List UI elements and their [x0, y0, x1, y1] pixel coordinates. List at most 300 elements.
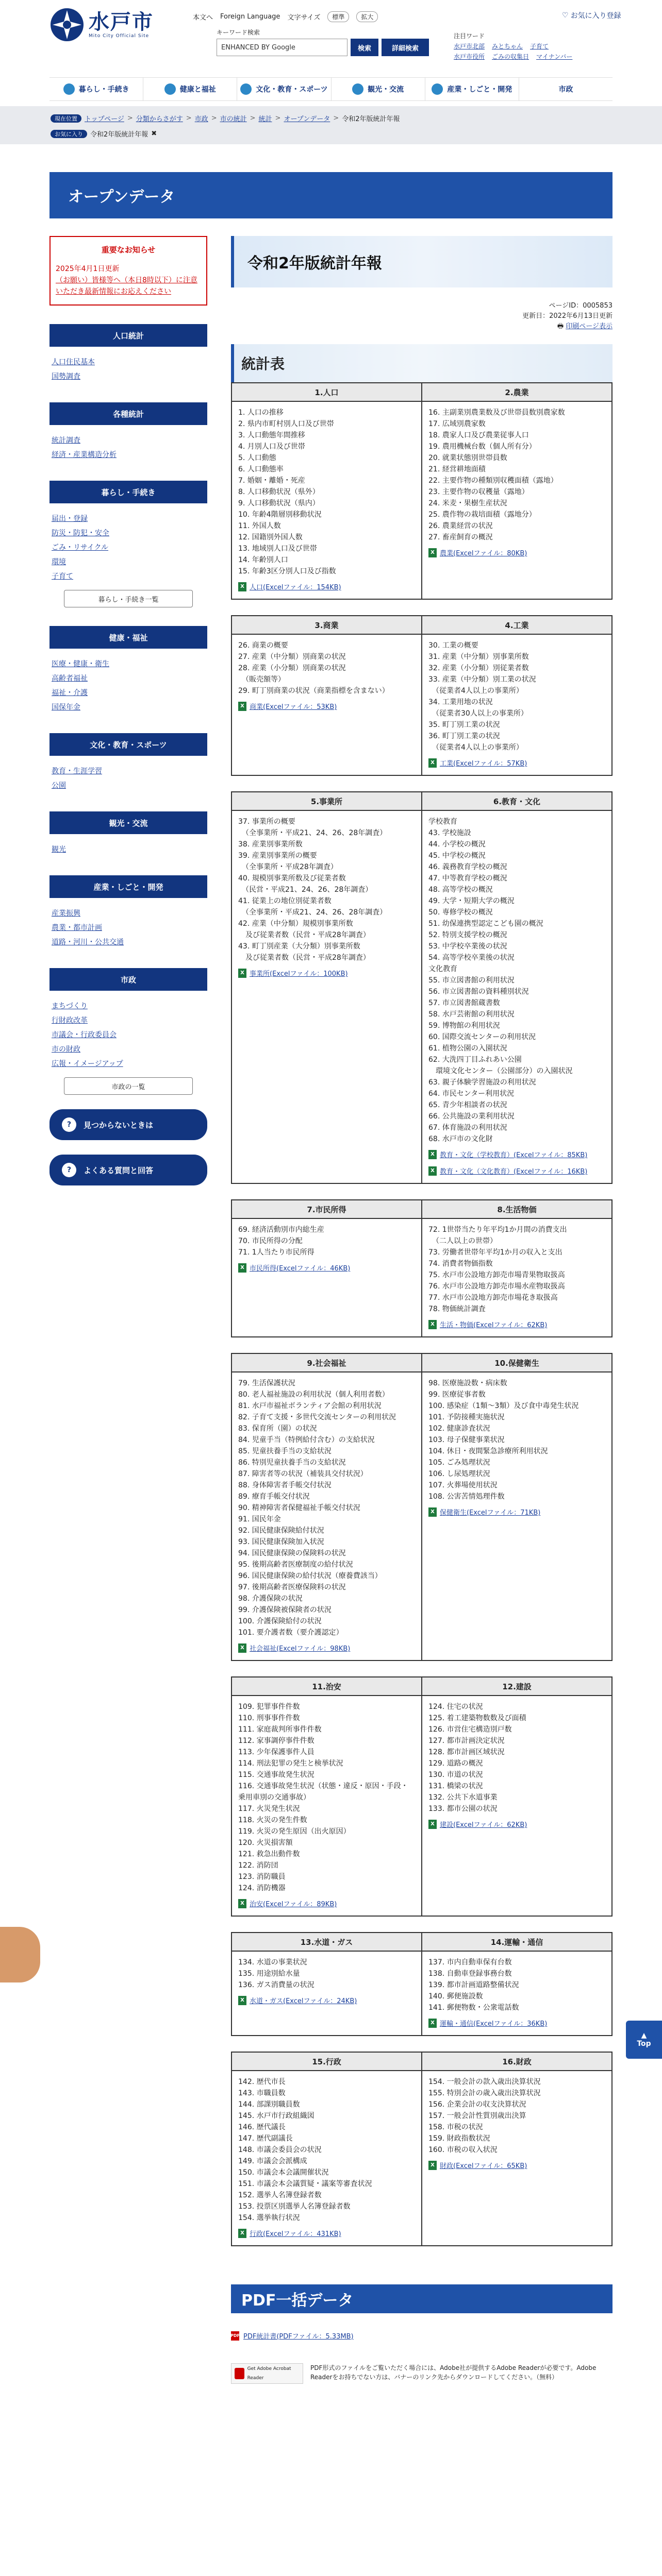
sidebar-link[interactable]: ごみ・リサイクル — [52, 544, 109, 552]
excel-download[interactable] — [428, 1320, 605, 1331]
excel-icon: X — [428, 1820, 437, 1829]
excel-link[interactable]: 工業(Excelファイル：57KB) — [440, 760, 527, 768]
stat-item: 79. 生活保護状況 — [238, 1379, 295, 1387]
stat-category-header: 4.工業 — [422, 616, 612, 634]
stat-item: 122. 消防団 — [238, 1861, 278, 1870]
excel-download[interactable] — [238, 1263, 415, 1275]
stat-item: 19. 農用機械台数（個人所有分） — [428, 443, 536, 451]
site-logo[interactable] — [49, 7, 154, 42]
quick-link[interactable]: マイナンバー — [536, 53, 573, 60]
stat-item-list — [428, 816, 605, 1145]
stat-item: 30. 工業の概要 — [428, 641, 478, 650]
stat-item: 43. 町丁別産業（大分類）別事業所数 — [238, 942, 360, 951]
stat-item: 120. 火災損害額 — [238, 1839, 293, 1847]
stat-item: 46. 義務教育学校の概況 — [428, 863, 507, 871]
stat-item: 100. 感染症（1類～3類）及び食中毒発生状況 — [428, 1402, 579, 1410]
stat-item: 158. 市税の状況 — [428, 2123, 483, 2131]
sidebar-link[interactable]: まちづくり — [52, 1002, 88, 1010]
stat-item: 32. 産業（小分類）別従業者数 — [428, 664, 529, 672]
stat-item: 139. 都市計画道路整備状況 — [428, 1981, 519, 1989]
stat-item: 62. 大洗四丁目ふれあい公園 — [428, 1056, 522, 1064]
stat-item: 93. 国民健康保険加入状況 — [238, 1538, 324, 1546]
top-label: Top — [637, 2040, 651, 2048]
excel-download[interactable] — [428, 1507, 605, 1519]
sidebar-link[interactable]: 人口住民基本 — [52, 358, 95, 366]
sidebar-link[interactable]: 市議会・行政委員会 — [52, 1031, 117, 1039]
stat-item: 159. 財政指数状況 — [428, 2134, 490, 2143]
excel-download[interactable] — [428, 1166, 605, 1178]
stat-item-list — [238, 407, 415, 577]
mascot-character[interactable] — [0, 1927, 40, 1982]
section-title: 統計表 — [231, 344, 613, 382]
quick-link[interactable]: 水戸市役所 — [454, 53, 485, 60]
stat-item: 34. 工業用地の状況 — [428, 698, 493, 706]
stat-item: 154. 選挙執行状況 — [238, 2214, 300, 2222]
stat-item: 132. 公共下水道事業 — [428, 1793, 498, 1802]
stat-item: 69. 経済活動別市内総生産 — [238, 1226, 324, 1234]
stat-item: 68. 水戸市の文化財 — [428, 1135, 493, 1143]
sidebar-more-button[interactable]: 市政の一覧 — [64, 1077, 193, 1095]
sidebar-link[interactable]: 行財政改革 — [52, 1016, 88, 1025]
search-input[interactable]: ENHANCED BY Google — [217, 39, 347, 56]
sidebar-item — [52, 700, 205, 715]
stat-item: 107. 火葬場使用状況 — [428, 1481, 498, 1489]
excel-link[interactable]: 教育・文化（文化教育）(Excelファイル：16KB) — [440, 1168, 588, 1176]
gnav-label: 暮らし・手続き — [78, 86, 129, 94]
stat-item: 60. 国際交流センターの利用状況 — [428, 1033, 536, 1041]
stat-item: （従業者4人以上の事業所） — [428, 687, 523, 695]
sidebar-item — [52, 569, 205, 584]
global-nav — [49, 77, 613, 101]
excel-link[interactable]: 人口(Excelファイル：154KB) — [250, 584, 341, 591]
stat-cell — [422, 401, 612, 599]
excel-icon: X — [428, 1166, 437, 1176]
city-sub: Mito City Official Site — [89, 33, 150, 39]
sidebar-link[interactable]: 道路・河川・公共交通 — [52, 938, 124, 946]
sidebar-more-button[interactable]: 暮らし・手続き一覧 — [64, 590, 193, 607]
font-size-standard[interactable]: 標準 — [327, 11, 349, 22]
breadcrumb-link[interactable]: トップページ — [85, 115, 124, 123]
sidebar-link[interactable]: 産業振興 — [52, 909, 80, 918]
breadcrumb-link[interactable]: オープンデータ — [284, 115, 330, 123]
question-icon: ? — [62, 1117, 76, 1132]
excel-download[interactable] — [428, 2019, 605, 2030]
stat-item: 26. 商業の概要 — [238, 641, 288, 650]
stat-item: 142. 歴代市長 — [238, 2078, 286, 2086]
stat-item: 及び従業者数（民営・平成28年調査） — [238, 931, 370, 939]
stat-item: 71. 1人当たり市民所得 — [238, 1248, 315, 1257]
sidebar — [49, 236, 207, 1185]
excel-link[interactable]: 水道・ガス(Excelファイル：24KB) — [250, 1997, 357, 2005]
site-header — [0, 0, 662, 94]
gnav-item-living[interactable] — [49, 78, 143, 100]
stat-item: 58. 水戸芸術館の利用状況 — [428, 1010, 515, 1019]
sidebar-link[interactable]: 医療・健康・衛生 — [52, 660, 109, 668]
stat-item: 103. 母子保健事業状況 — [428, 1436, 505, 1444]
stat-item: 49. 大学・短期大学の概況 — [428, 897, 515, 905]
gnav-item-industry[interactable] — [425, 78, 519, 100]
excel-link[interactable]: 行政(Excelファイル：431KB) — [250, 2230, 341, 2238]
stat-cell — [231, 1372, 422, 1660]
stat-table — [231, 1932, 613, 2036]
sidebar-item — [52, 540, 205, 555]
stat-item: 99. 介護保険被保険者の状況 — [238, 1606, 332, 1614]
stat-item-list — [238, 1224, 415, 1258]
stat-item-list — [428, 2076, 605, 2156]
sidebar-list — [49, 898, 207, 950]
stat-item: 学校教育 — [428, 818, 457, 826]
stat-item-list — [428, 1378, 605, 1502]
stat-category-header: 10.保健衛生 — [422, 1353, 612, 1372]
stat-item-list — [238, 1701, 415, 1894]
excel-download[interactable] — [238, 702, 415, 713]
stat-item-list — [428, 407, 605, 543]
building-icon — [432, 83, 443, 95]
gnav-item-city[interactable] — [519, 78, 613, 100]
sidebar-list — [49, 649, 207, 715]
stat-item: 環境文化センター（公園部分）の入園状況 — [428, 1067, 573, 1075]
sidebar-item — [52, 555, 205, 569]
stat-item: 115. 交通事故発生状況 — [238, 1771, 315, 1779]
skip-link[interactable]: 本文へ — [193, 14, 213, 22]
excel-download[interactable] — [428, 2161, 605, 2172]
sidebar-link[interactable]: 公園 — [52, 782, 66, 790]
stat-item: 9. 人口移動状況（県内） — [238, 499, 320, 507]
sidebar-link[interactable]: 農業・都市計画 — [52, 924, 102, 932]
notice-link[interactable]: （お願い）皆様等へ（本日8時以下）に注意いただき最新情報にお応えください — [56, 276, 197, 296]
stat-item: 102. 健康診査状況 — [428, 1425, 490, 1433]
pdf-link[interactable]: PDF統計書(PDFファイル：5.33MB) — [243, 2333, 354, 2341]
sidebar-item — [52, 433, 205, 448]
stat-item: 64. 市民センター利用状況 — [428, 1090, 515, 1098]
stat-item: 127. 都市計画決定状況 — [428, 1737, 505, 1745]
stat-item: 124. 住宅の状況 — [428, 1703, 483, 1711]
stat-item: 44. 小学校の概況 — [428, 840, 486, 849]
stat-item: 101. 予防接種実施状況 — [428, 1413, 505, 1421]
stat-cell — [422, 1696, 612, 1916]
stat-item: 87. 障害者等の状況（補装具交付状況） — [238, 1470, 368, 1478]
stat-item: 72. 1世帯当たり年平均1か月間の消費支出 — [428, 1226, 567, 1234]
excel-download[interactable] — [428, 1820, 605, 1831]
stat-item: 124. 消防機器 — [238, 1884, 286, 1892]
sidebar-link[interactable]: 市の財政 — [52, 1045, 80, 1054]
stat-item-list — [238, 1378, 415, 1638]
stat-item: 82. 子育て支援・多世代交流センターの利用状況 — [238, 1413, 396, 1421]
stat-item: 57. 市立図書館蔵書数 — [428, 999, 500, 1007]
stat-item: 23. 主要作物の収穫量（露地） — [428, 488, 529, 496]
sidebar-link[interactable]: 統計調査 — [52, 436, 80, 445]
stat-item: 78. 物価統計調査 — [428, 1305, 486, 1313]
close-icon[interactable]: ✖ — [151, 130, 157, 138]
favorite-title: 令和2年版統計年報 — [90, 131, 148, 139]
excel-link[interactable]: 商業(Excelファイル：53KB) — [250, 703, 337, 711]
stat-item: 及び従業者数（民営・平成28年調査） — [238, 954, 370, 962]
gnav-item-culture[interactable] — [237, 78, 331, 100]
stat-category-header: 2.農業 — [422, 383, 612, 401]
stat-item: 81. 水戸市福祉ボランティア会館の利用状況 — [238, 1402, 382, 1410]
sidebar-heading: 産業・しごと・開発 — [49, 875, 207, 898]
excel-link[interactable]: 財政(Excelファイル：65KB) — [440, 2162, 527, 2170]
heart-icon — [164, 83, 176, 95]
stat-item: 90. 精神障害者保健福祉手帳交付状況 — [238, 1504, 360, 1512]
stat-category-header: 7.市民所得 — [231, 1200, 422, 1218]
stat-category-header: 12.建設 — [422, 1677, 612, 1696]
sidebar-item — [52, 842, 205, 857]
sidebar-link[interactable]: 経済・産業構造分析 — [52, 451, 117, 459]
gnav-item-tourism[interactable] — [332, 78, 425, 100]
excel-link[interactable]: 教育・文化（学校教育）(Excelファイル：85KB) — [440, 1151, 588, 1159]
stat-item: 61. 植物公園の入園状況 — [428, 1044, 507, 1053]
stat-item: （従業者30人以上の事業所） — [428, 709, 528, 718]
sidebar-list — [49, 425, 207, 462]
bookmark-button[interactable] — [562, 10, 621, 21]
breadcrumb-link[interactable]: 統計 — [258, 115, 272, 123]
quick-link[interactable]: 子育て — [530, 43, 549, 50]
gnav-label: 観光・交流 — [368, 86, 404, 94]
stat-item: 3. 人口動態年間推移 — [238, 431, 305, 439]
pill-label: よくある質問と回答 — [84, 1165, 154, 1175]
sidebar-link[interactable]: 環境 — [52, 558, 66, 566]
print-link[interactable]: 印刷ページ表示 — [566, 323, 613, 330]
excel-link[interactable]: 生活・物価(Excelファイル：62KB) — [440, 1321, 548, 1329]
breadcrumb-current: 令和2年版統計年報 — [342, 115, 400, 123]
sidebar-item — [52, 448, 205, 462]
stat-item: 25. 農作物の栽培面積（露地分） — [428, 511, 536, 519]
page-category-title: オープンデータ — [49, 172, 613, 218]
stat-item: 74. 消費者物価指数 — [428, 1260, 493, 1268]
excel-link[interactable]: 市民所得(Excelファイル：46KB) — [250, 1265, 351, 1273]
stat-item: 125. 着工建築物数数及び面積 — [428, 1714, 526, 1722]
stat-item: 56. 市立図書館の資料種別状況 — [428, 988, 529, 996]
sidebar-item — [52, 935, 205, 950]
stat-item: 141. 郵便物数・公衆電話数 — [428, 2004, 519, 2012]
breadcrumb-tag: 現在位置 — [51, 114, 81, 123]
sidebar-item — [52, 921, 205, 935]
stat-item: （販売額等） — [238, 675, 285, 684]
excel-icon: X — [238, 1996, 246, 2005]
stat-cell — [422, 810, 612, 1183]
breadcrumb-link[interactable]: 市の統計 — [220, 115, 247, 123]
stat-table — [231, 1353, 613, 1661]
stat-item: 70. 市民所得の分配 — [238, 1237, 303, 1245]
stat-item: 114. 刑法犯罪の発生と検挙状況 — [238, 1759, 343, 1768]
excel-download[interactable] — [428, 1150, 605, 1161]
stat-item: 110. 刑事事件件数 — [238, 1714, 300, 1722]
stat-item: 37. 事業所の概要 — [238, 818, 295, 826]
breadcrumb-link[interactable]: 市政 — [194, 115, 208, 123]
faq-button[interactable] — [49, 1155, 207, 1185]
stat-item: 36. 町丁別工業の状況 — [428, 732, 500, 740]
adobe-text: PDF形式のファイルをご覧いただく場合には、Adobe社が提供するAdobe Readerが必要です。Adobe Readerをお持ちでない方は、バナーのリンク先からダウンロードしてください。（無料） — [310, 2364, 597, 2381]
sidebar-heading: 市政 — [49, 968, 207, 991]
excel-icon: X — [428, 758, 437, 768]
sidebar-link[interactable]: 子育て — [52, 572, 73, 581]
stat-item: （二人以上の世帯） — [428, 1237, 497, 1245]
heart-icon: ♡ — [562, 11, 569, 20]
excel-download[interactable] — [238, 1899, 415, 1910]
excel-download[interactable] — [238, 1643, 415, 1655]
excel-link[interactable]: 社会福祉(Excelファイル：98KB) — [250, 1645, 351, 1653]
stat-item: 7. 婚姻・離婚・死産 — [238, 477, 305, 485]
stat-item: 95. 後期高齢者医療制度の給付状況 — [238, 1561, 353, 1569]
sidebar-item — [52, 657, 205, 671]
excel-icon: X — [238, 702, 246, 711]
stat-item: 38. 産業別事業所数 — [238, 840, 303, 849]
stat-item: 134. 水道の事業状況 — [238, 1958, 307, 1967]
notice-title: 重要なお知らせ — [101, 245, 156, 255]
pdf-section-title: PDF一括データ — [231, 2284, 613, 2313]
stat-item-list — [238, 816, 415, 963]
stat-item: 154. 一般会計の款入歳出決算状況 — [428, 2078, 541, 2086]
sidebar-item — [52, 512, 205, 526]
sidebar-link[interactable]: 届出・登録 — [52, 515, 88, 523]
stat-item: 80. 老人福祉施設の利用状況（個人利用者数） — [238, 1391, 389, 1399]
stat-table — [231, 382, 613, 600]
sidebar-item — [52, 526, 205, 540]
stat-table — [231, 2052, 613, 2246]
excel-link[interactable]: 事業所(Excelファイル：100KB) — [250, 970, 348, 978]
excel-download[interactable] — [428, 758, 605, 770]
stat-cell — [231, 401, 422, 599]
gnav-item-health[interactable] — [143, 78, 237, 100]
foreign-language-link[interactable]: Foreign Language — [220, 13, 280, 21]
stat-item: 149. 市議会会派構成 — [238, 2157, 307, 2165]
pdf-download[interactable] — [231, 2331, 613, 2341]
stat-category-header: 5.事業所 — [231, 792, 422, 810]
stat-item: 75. 水戸市公設地方卸売市場青果物取扱高 — [428, 1271, 565, 1279]
excel-icon: X — [428, 548, 437, 557]
stat-item: 136. ガス消費量の状況 — [238, 1981, 315, 1989]
stat-item: 109. 犯罪事件件数 — [238, 1703, 300, 1711]
sidebar-item — [52, 369, 205, 384]
stat-item: 157. 一般会計性質別歳出決算 — [428, 2112, 526, 2120]
excel-link[interactable]: 運輸・通信(Excelファイル：36KB) — [440, 2020, 548, 2028]
sidebar-heading: 健康・福祉 — [49, 626, 207, 649]
sidebar-link[interactable]: 国保年金 — [52, 703, 80, 711]
stat-item: 18. 農家人口及び農業従事人口 — [428, 431, 529, 439]
stat-category-header: 14.運輸・通信 — [422, 1933, 612, 1951]
stat-item: 128. 都市計画区域状況 — [428, 1748, 505, 1756]
stat-cell — [231, 1218, 422, 1337]
font-size-large[interactable]: 拡大 — [356, 11, 378, 22]
sidebar-link[interactable]: 広報・イメージアップ — [52, 1060, 123, 1068]
breadcrumb — [0, 106, 662, 144]
stat-item-list — [428, 640, 605, 753]
sidebar-item — [52, 1028, 205, 1042]
stat-item: 126. 市営住宅構造別戸数 — [428, 1725, 512, 1734]
quick-link[interactable]: みとちゃん — [492, 43, 523, 50]
sidebar-link[interactable]: 高齢者福祉 — [52, 674, 88, 683]
excel-link[interactable]: 農業(Excelファイル：80KB) — [440, 550, 527, 557]
advanced-search-button[interactable]: 詳細検索 — [382, 39, 429, 56]
quick-link[interactable]: ごみの収集日 — [492, 53, 529, 60]
stat-category-header: 1.人口 — [231, 383, 422, 401]
stat-item: 26. 農業経営の状況 — [428, 522, 493, 530]
stat-item: 150. 市議会本会議開催状況 — [238, 2168, 329, 2177]
adobe-notice — [231, 2363, 613, 2384]
sidebar-item — [52, 686, 205, 700]
stat-item: 160. 市税の収入状況 — [428, 2146, 498, 2154]
excel-download[interactable] — [238, 969, 415, 980]
house-icon — [63, 83, 75, 95]
search-button[interactable]: 検索 — [351, 39, 378, 56]
stat-item: 153. 投票区別選挙人名簿登録者数 — [238, 2202, 351, 2211]
sidebar-link[interactable]: 観光 — [52, 845, 66, 854]
stat-item: 148. 市議会委員会の状況 — [238, 2146, 322, 2154]
sidebar-link[interactable]: 防災・防犯・安全 — [52, 529, 109, 537]
quick-link[interactable]: 水戸市北部 — [454, 43, 485, 50]
excel-link[interactable]: 保健衛生(Excelファイル：71KB) — [440, 1509, 541, 1517]
sidebar-link[interactable]: 教育・生涯学習 — [52, 767, 102, 775]
stat-item: 155. 特別会計の歳入歳出決算状況 — [428, 2089, 541, 2097]
important-notice — [49, 236, 207, 306]
not-found-button[interactable] — [49, 1109, 207, 1140]
breadcrumb-link[interactable]: 分類からさがす — [136, 115, 183, 123]
city-name: 水戸市 — [89, 10, 154, 34]
excel-link[interactable]: 治安(Excelファイル：89KB) — [250, 1901, 337, 1908]
question-icon: ? — [62, 1163, 76, 1177]
stat-item: 50. 専修学校の概況 — [428, 908, 493, 917]
excel-icon: X — [238, 969, 246, 978]
stat-item: 86. 特別児童扶養手当の支給状況 — [238, 1459, 346, 1467]
stat-category-header: 3.商業 — [231, 616, 422, 634]
stat-item: 31. 産業（中分類）別事業所数 — [428, 653, 529, 661]
stat-item: 8. 人口移動状況（県外） — [238, 488, 320, 496]
stat-item: 108. 公害苦情処理件数 — [428, 1493, 505, 1501]
stat-item: 29. 町丁別商業の状況（商業指標を含まない） — [238, 687, 389, 695]
stat-item: 47. 中等教育学校の概況 — [428, 874, 507, 883]
stat-item: 40. 規模別事業所数及び従業者数 — [238, 874, 346, 883]
stat-item: 133. 都市公園の状況 — [428, 1805, 498, 1813]
sidebar-heading: 各種統計 — [49, 402, 207, 425]
sidebar-item — [52, 1057, 205, 1071]
sidebar-link[interactable]: 福祉・介護 — [52, 689, 88, 697]
stat-item: 143. 市職員数 — [238, 2089, 286, 2097]
page-id: ページID：0005853 — [549, 302, 613, 310]
stat-cell — [231, 1696, 422, 1916]
sidebar-link[interactable]: 国勢調査 — [52, 372, 80, 381]
stat-category-header: 8.生活物価 — [422, 1200, 612, 1218]
excel-download[interactable] — [238, 1996, 415, 2007]
stat-item: 140. 郵便施設数 — [428, 1992, 483, 2001]
excel-link[interactable]: 建設(Excelファイル：62KB) — [440, 1821, 527, 1829]
stat-item: 1. 人口の推移 — [238, 409, 284, 417]
excel-icon: X — [428, 1507, 437, 1517]
excel-download[interactable] — [238, 2229, 415, 2240]
adobe-icon — [235, 2368, 244, 2379]
stat-item: 39. 産業別事業所の概要 — [238, 852, 317, 860]
adobe-reader-badge[interactable] — [231, 2363, 303, 2384]
stat-item: 99. 医療従事者数 — [428, 1391, 486, 1399]
stat-item: 45. 中学校の概況 — [428, 852, 486, 860]
stat-item: 116. 交通事故発生状況（状態・違反・原因・手段・乗用車別の交通事故） — [238, 1782, 408, 1802]
quick-links-title: 注目ワード — [454, 32, 485, 40]
page-top-button[interactable] — [626, 2021, 662, 2059]
gnav-label: 文化・教育・スポーツ — [256, 86, 328, 94]
stat-item: 77. 水戸市公設地方卸売市場花き取扱高 — [428, 1294, 558, 1302]
stat-cell — [231, 810, 422, 1183]
favorite-tag: お気に入り — [51, 130, 87, 138]
stat-item: 52. 特別支援学校の概況 — [428, 931, 507, 939]
stat-item: 33. 産業（中分類）別工業の状況 — [428, 675, 536, 684]
stat-item: 13. 地域別人口及び世帯 — [238, 545, 317, 553]
excel-icon: X — [428, 1320, 437, 1329]
excel-download[interactable] — [238, 582, 415, 594]
quick-links — [454, 31, 572, 62]
excel-icon: X — [238, 1643, 246, 1653]
search-label: キーワード検索 — [217, 29, 260, 36]
excel-download[interactable] — [428, 548, 605, 560]
